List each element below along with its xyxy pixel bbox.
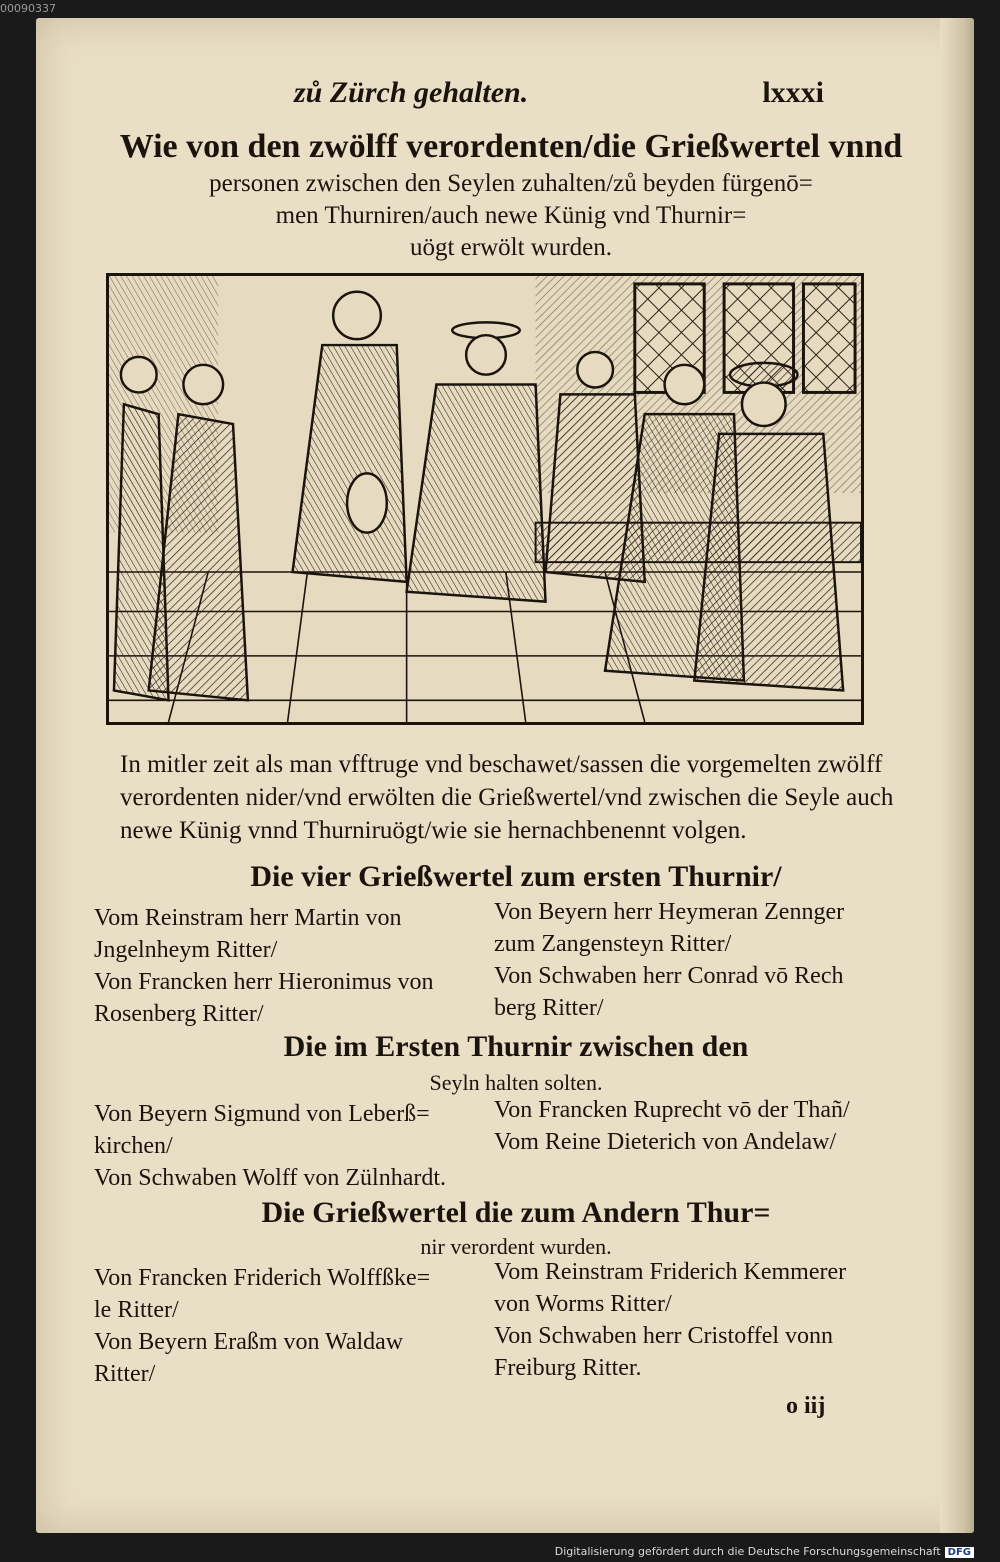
- woodcut-scene: [109, 276, 861, 722]
- entry-line: Freiburg Ritter.: [494, 1355, 642, 1381]
- entry-line: kirchen/: [94, 1133, 173, 1159]
- entry-line: Von Beyern Sigmund von Leberß=: [94, 1101, 430, 1127]
- section1-left-column: [94, 902, 434, 1030]
- entry-line: Von Schwaben herr Conrad vō Rech: [494, 963, 844, 989]
- section2-right-column: [494, 1094, 850, 1158]
- entry-line: Vom Reine Dieterich von Andelaw/: [494, 1129, 837, 1155]
- section-subheading: nir verordent wurden.: [420, 1234, 612, 1259]
- entry-line: Rosenberg Ritter/: [94, 1001, 264, 1027]
- section1-right-column: [494, 896, 844, 1024]
- section3-right-column: [494, 1256, 846, 1384]
- entry-line: Von Francken Friderich Wolffßke=: [94, 1265, 431, 1291]
- entry-line: Von Schwaben Wolff von Zülnhardt.: [94, 1165, 447, 1191]
- page-fold-shadow: [940, 18, 974, 1533]
- entry-line: berg Ritter/: [494, 995, 604, 1021]
- entry-line: Jngelnheym Ritter/: [94, 937, 278, 963]
- book-page: [36, 18, 974, 1533]
- entry-line: Vom Reinstram herr Martin von: [94, 905, 402, 931]
- section-heading: Die Grießwertel die zum Andern Thur=: [261, 1196, 771, 1229]
- entry-line: Ritter/: [94, 1361, 156, 1387]
- paragraph-line: In mitler zeit als man vfftruge vnd beschawet/sassen die vorgemelten zwölff: [120, 751, 883, 778]
- folio-number: lxxxi: [762, 76, 824, 109]
- woodcut-illustration: [106, 273, 864, 725]
- title-line: men Thurniren/auch newe Künig vnd Thurnir=: [275, 202, 747, 229]
- entry-line: le Ritter/: [94, 1297, 179, 1323]
- signature-mark: o iij: [786, 1393, 826, 1419]
- entry-line: von Worms Ritter/: [494, 1291, 672, 1317]
- body-paragraph: [120, 748, 910, 847]
- reference-id: 00090337: [0, 2, 56, 15]
- entry-line: zum Zangensteyn Ritter/: [494, 931, 732, 957]
- chapter-title: [111, 126, 911, 264]
- entry-line: Vom Reinstram Friderich Kemmerer: [494, 1259, 847, 1285]
- entry-line: Von Schwaben herr Cristoffel vonn: [494, 1323, 834, 1349]
- section2-left-column: [94, 1098, 446, 1194]
- section3-left-column: [94, 1262, 430, 1390]
- title-line: personen zwischen den Seylen zuhalten/zů beyden fürgenō=: [209, 170, 813, 197]
- entry-line: Von Beyern herr Heymeran Zennger: [494, 899, 845, 925]
- entry-line: Von Francken herr Hieronimus von: [94, 969, 434, 995]
- section-heading: Die im Ersten Thurnir zwischen den: [283, 1030, 749, 1063]
- entry-line: Von Beyern Eraßm von Waldaw: [94, 1329, 404, 1355]
- section-heading: Die vier Grießwertel zum ersten Thurnir/: [250, 860, 782, 893]
- title-line: uögt erwölt wurden.: [409, 234, 613, 261]
- paragraph-line: newe Künig vnnd Thurniruögt/wie sie hernachbenennt volgen.: [120, 817, 747, 844]
- entry-line: Von Francken Ruprecht vō der Thañ/: [494, 1097, 850, 1123]
- section-subheading: Seyln halten solten.: [429, 1070, 603, 1095]
- funding-footer: [555, 1545, 974, 1558]
- footer-text: Digitalisierung gefördert durch die Deutsche Forschungsgemeinschaft: [554, 1545, 941, 1558]
- dfg-logo: DFG: [945, 1547, 974, 1558]
- running-title: zů Zürch gehalten.: [294, 76, 529, 109]
- title-line: Wie von den zwölff verordenten/die Grießwertel vnnd: [119, 128, 903, 165]
- paragraph-line: verordenten nider/vnd erwölten die Grießwertel/vnd zwischen die Seyle auch: [120, 784, 894, 811]
